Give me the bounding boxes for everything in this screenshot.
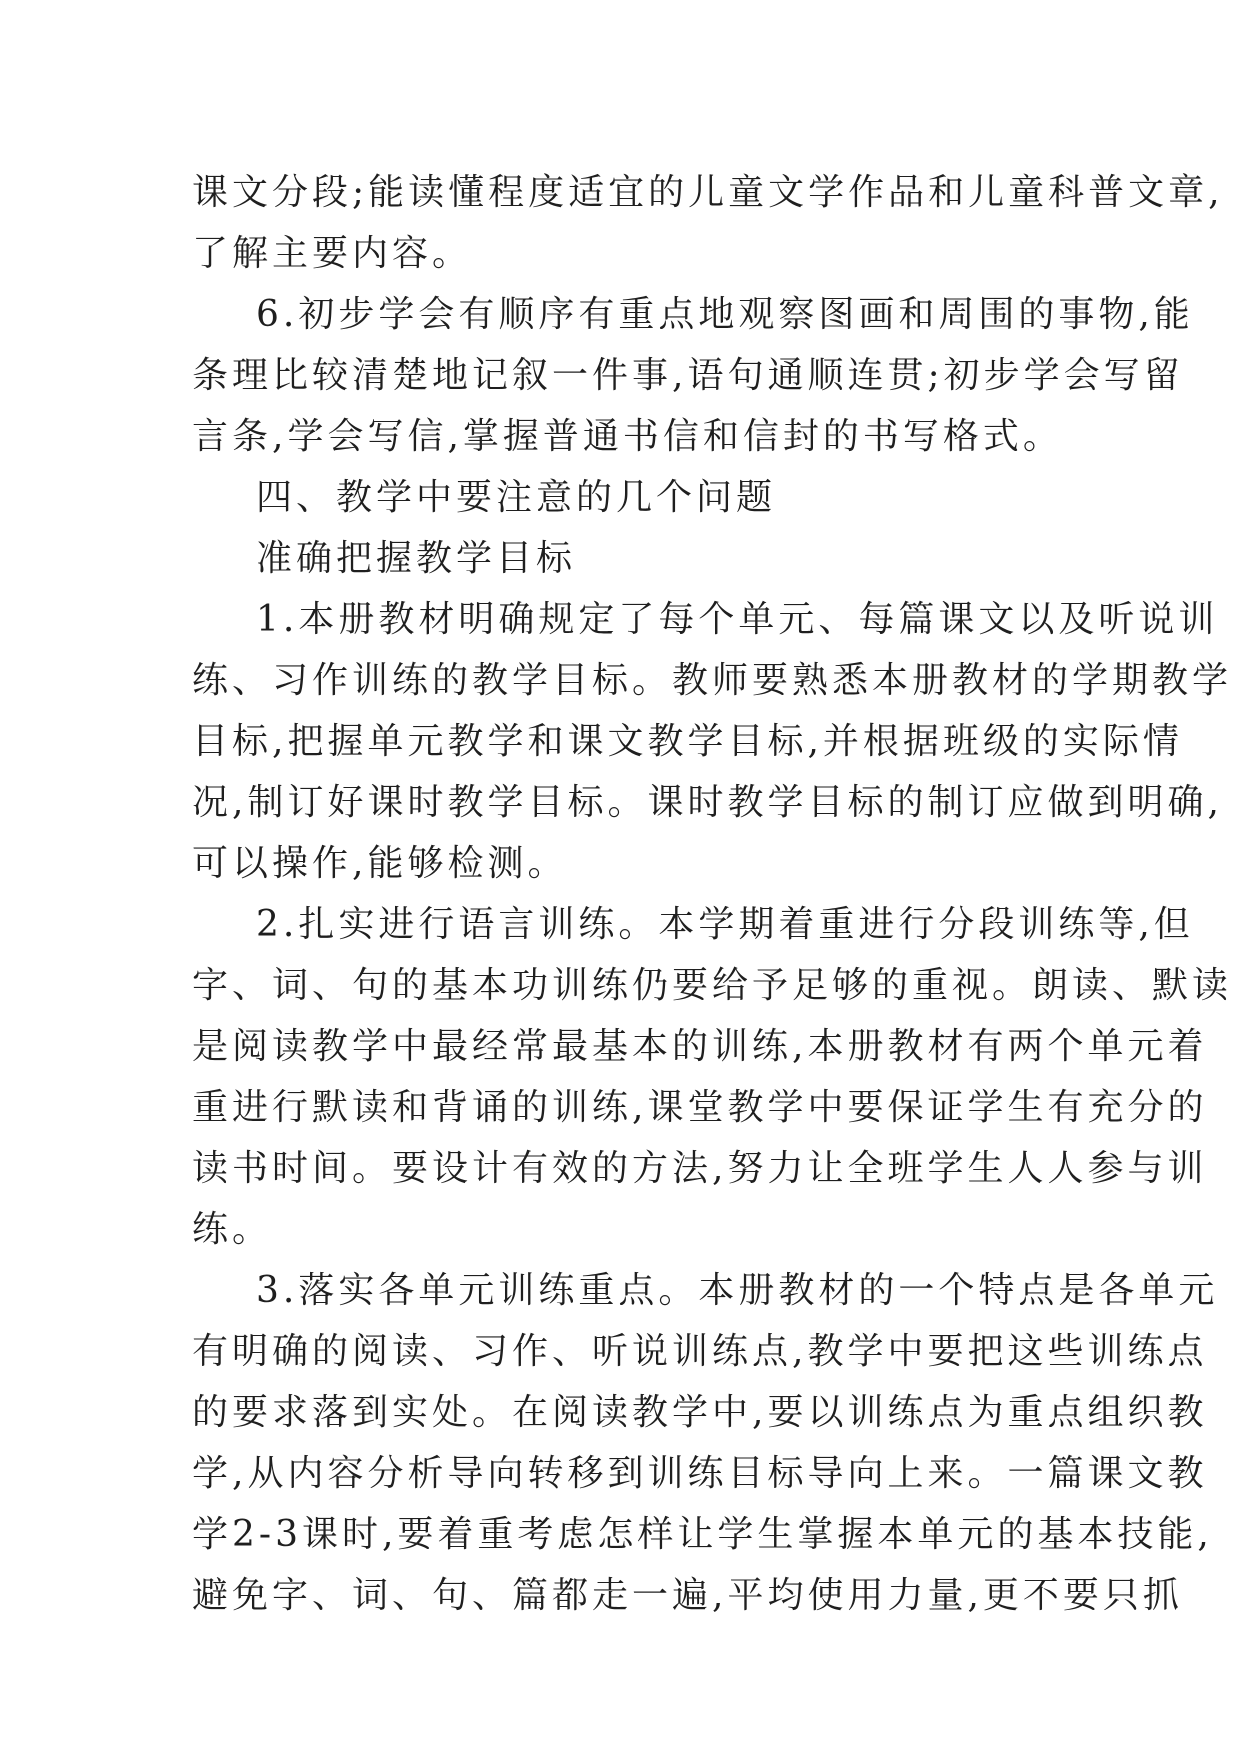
text-line: 有明确的阅读、习作、听说训练点,教学中要把这些训练点 [192, 1331, 1208, 1372]
text-line: 3.落实各单元训练重点。本册教材的一个特点是各单元 [256, 1270, 1219, 1311]
text-line: 况,制订好课时教学目标。课时教学目标的制订应做到明确, [192, 782, 1223, 823]
text-line: 条理比较清楚地记叙一件事,语句通顺连贯;初步学会写留 [192, 355, 1184, 396]
subsection-heading: 准确把握教学目标 [256, 538, 577, 579]
text-line: 重进行默读和背诵的训练,课堂教学中要保证学生有充分的 [192, 1087, 1208, 1128]
text-line: 是阅读教学中最经常最基本的训练,本册教材有两个单元着 [192, 1026, 1208, 1067]
text-line: 读书时间。要设计有效的方法,努力让全班学生人人参与训 [192, 1148, 1208, 1189]
document-body [192, 162, 1233, 1626]
section-heading: 四、教学中要注意的几个问题 [256, 477, 777, 518]
text-line: 6.初步学会有顺序有重点地观察图画和周围的事物,能 [256, 294, 1194, 335]
text-line: 学2-3课时,要着重考虑怎样让学生掌握本单元的基本技能, [192, 1514, 1213, 1555]
text-line: 学,从内容分析导向转移到训练目标导向上来。一篇课文教 [192, 1453, 1208, 1494]
text-line: 言条,学会写信,掌握普通书信和信封的书写格式。 [192, 416, 1063, 457]
text-line: 了解主要内容。 [192, 233, 473, 274]
text-line: 2.扎实进行语言训练。本学期着重进行分段训练等,但 [256, 904, 1194, 945]
text-line: 练、习作训练的教学目标。教师要熟悉本册教材的学期教学 [192, 660, 1233, 701]
text-line: 可以操作,能够检测。 [192, 843, 568, 884]
text-line: 避免字、词、句、篇都走一遍,平均使用力量,更不要只抓 [192, 1575, 1183, 1616]
text-line: 课文分段;能读懂程度适宜的儿童文学作品和儿童科普文章, [192, 172, 1224, 213]
text-line: 1.本册教材明确规定了每个单元、每篇课文以及听说训 [256, 599, 1219, 640]
text-line: 目标,把握单元教学和课文教学目标,并根据班级的实际情 [192, 721, 1183, 762]
text-line: 练。 [192, 1209, 273, 1250]
text-line: 字、词、句的基本功训练仍要给予足够的重视。朗读、默读 [192, 965, 1233, 1006]
text-line: 的要求落到实处。在阅读教学中,要以训练点为重点组织教 [192, 1392, 1208, 1433]
